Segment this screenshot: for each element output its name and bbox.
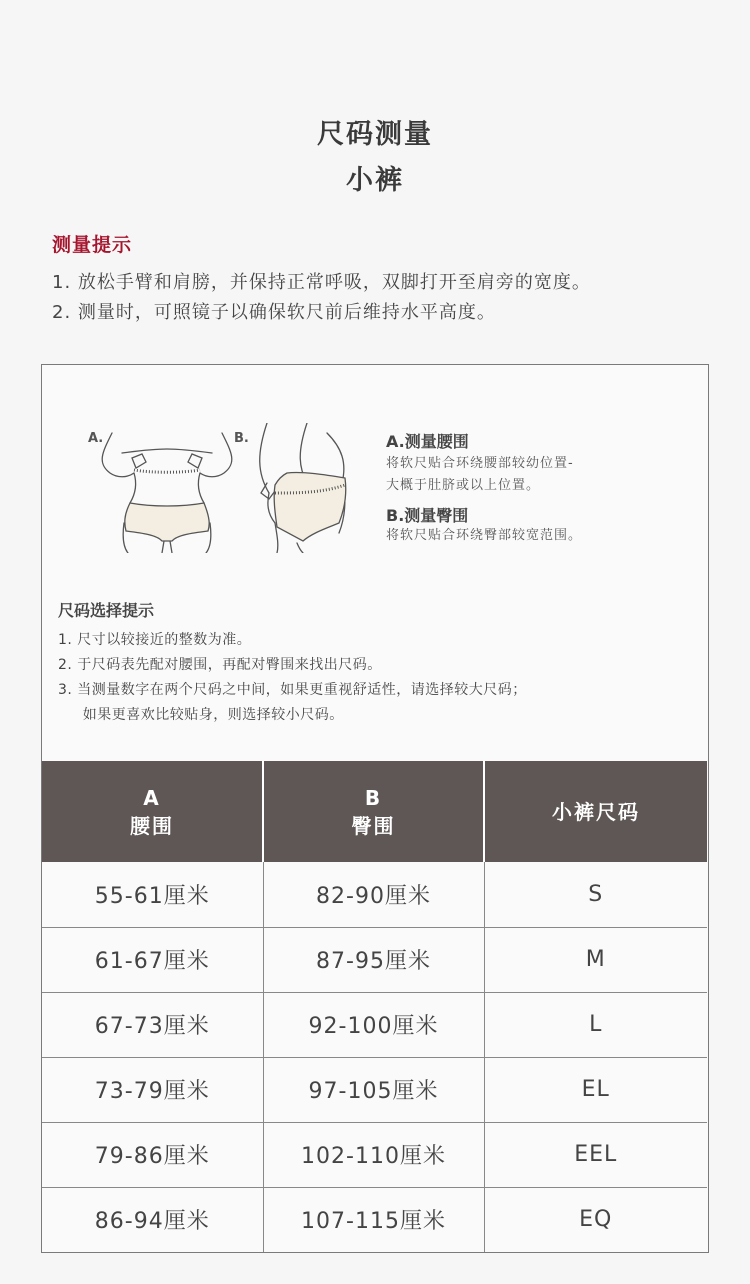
size-chart-table	[42, 761, 707, 1252]
waist-measure-illustration	[92, 423, 242, 553]
size-selection-tip-2: 2. 于尺码表先配对腰围，再配对臀围来找出尺码。	[58, 657, 382, 673]
col-header-waist	[42, 761, 263, 862]
hip-cell: 102-110厘米	[263, 1122, 484, 1187]
col-header-size: 小裤尺码	[484, 761, 707, 862]
hip-cell: 87-95厘米	[263, 927, 484, 992]
size-selection-tip-3: 3. 当测量数字在两个尺码之中间，如果更重视舒适性，请选择较大尺码；	[58, 682, 527, 698]
hip-cell: 92-100厘米	[263, 992, 484, 1057]
waist-cell: 79-86厘米	[42, 1122, 263, 1187]
waist-cell: 67-73厘米	[42, 992, 263, 1057]
measure-tip-2: 2. 测量时，可照镜子以确保软尺前后维持水平高度。	[52, 302, 496, 323]
waist-measure-desc-1: 将软尺贴合环绕腰部较幼位置-	[386, 456, 574, 471]
waist-cell: 86-94厘米	[42, 1187, 263, 1252]
figure-b-label: B.	[234, 431, 249, 446]
hip-measure-title: B.测量臀围	[386, 506, 469, 525]
col-header-waist-letter: A	[143, 785, 161, 810]
size-guide-panel	[41, 364, 709, 1253]
size-cell: L	[484, 992, 707, 1057]
hip-measure-desc: 将软尺贴合环绕臀部较宽范围。	[386, 528, 583, 543]
hip-cell: 82-90厘米	[263, 862, 484, 927]
size-cell: S	[484, 862, 707, 927]
waist-measure-title: A.测量腰围	[386, 432, 469, 451]
size-cell: EQ	[579, 1207, 613, 1233]
table-row	[42, 862, 707, 927]
hip-cell: 107-115厘米	[263, 1187, 484, 1252]
size-cell: EL	[484, 1057, 707, 1122]
size-selection-heading: 尺码选择提示	[58, 601, 155, 620]
page-title: 尺码测量	[317, 119, 433, 150]
waist-measure-desc-2: 大概于肚脐或以上位置。	[386, 478, 541, 493]
hip-measure-illustration	[247, 423, 367, 553]
table-row	[42, 1057, 707, 1122]
waist-cell: 61-67厘米	[42, 927, 263, 992]
hip-cell: 97-105厘米	[263, 1057, 484, 1122]
figure-a-label: A.	[88, 431, 104, 446]
size-selection-tip-3-cont: 如果更喜欢比较贴身，则选择较小尺码。	[58, 707, 344, 723]
col-header-hip	[263, 761, 484, 862]
table-row	[42, 1187, 707, 1252]
measure-tip-1: 1. 放松手臂和肩膀，并保持正常呼吸，双脚打开至肩旁的宽度。	[52, 272, 591, 293]
page-subtitle: 小裤	[346, 165, 404, 196]
table-row	[42, 1122, 707, 1187]
table-row	[42, 927, 707, 992]
measure-tips-heading: 测量提示	[52, 234, 133, 256]
col-header-hip-name: 臀围	[351, 813, 396, 838]
waist-cell: 55-61厘米	[42, 862, 263, 927]
col-header-waist-name: 腰围	[130, 813, 174, 838]
table-row	[42, 992, 707, 1057]
size-cell: M	[484, 927, 707, 992]
size-selection-tip-1: 1. 尺寸以较接近的整数为准。	[58, 632, 252, 648]
col-header-hip-letter: B	[364, 785, 383, 810]
waist-cell: 73-79厘米	[42, 1057, 263, 1122]
size-cell: EEL	[484, 1122, 707, 1187]
